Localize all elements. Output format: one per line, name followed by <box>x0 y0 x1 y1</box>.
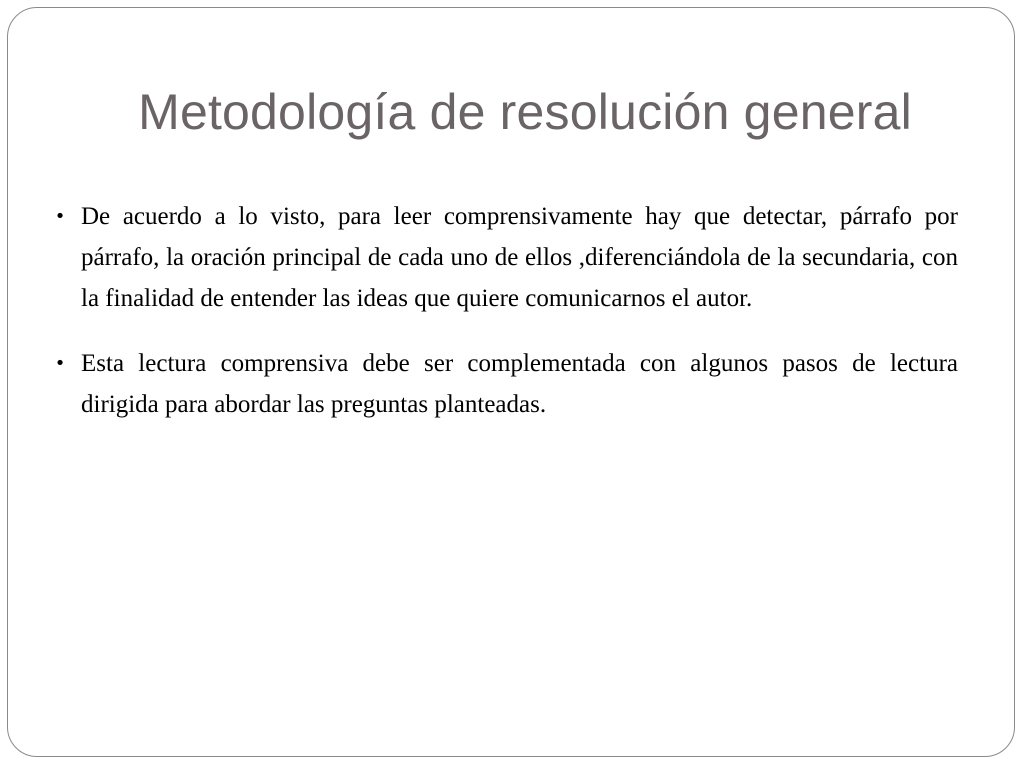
bullet-item-2 <box>50 343 958 425</box>
bullet-item-1 <box>50 196 958 319</box>
slide-body <box>50 196 958 449</box>
bullet-text: Esta lectura comprensiva debe ser complementada con algunos pasos de lectura dirigida para abordar las preguntas planteadas. <box>81 350 958 418</box>
slide-title: Metodología de resolución general <box>138 84 912 140</box>
bullet-icon: • <box>54 353 66 374</box>
bullet-text: De acuerdo a lo visto, para leer comprensivamente hay que detectar, párrafo por párrafo, la oración principal de cada uno de ellos ,diferenciándola de la secundaria, con la finalidad de entender las ideas que quiere comunicarnos el autor. <box>81 203 958 312</box>
bullet-icon: • <box>54 206 66 227</box>
